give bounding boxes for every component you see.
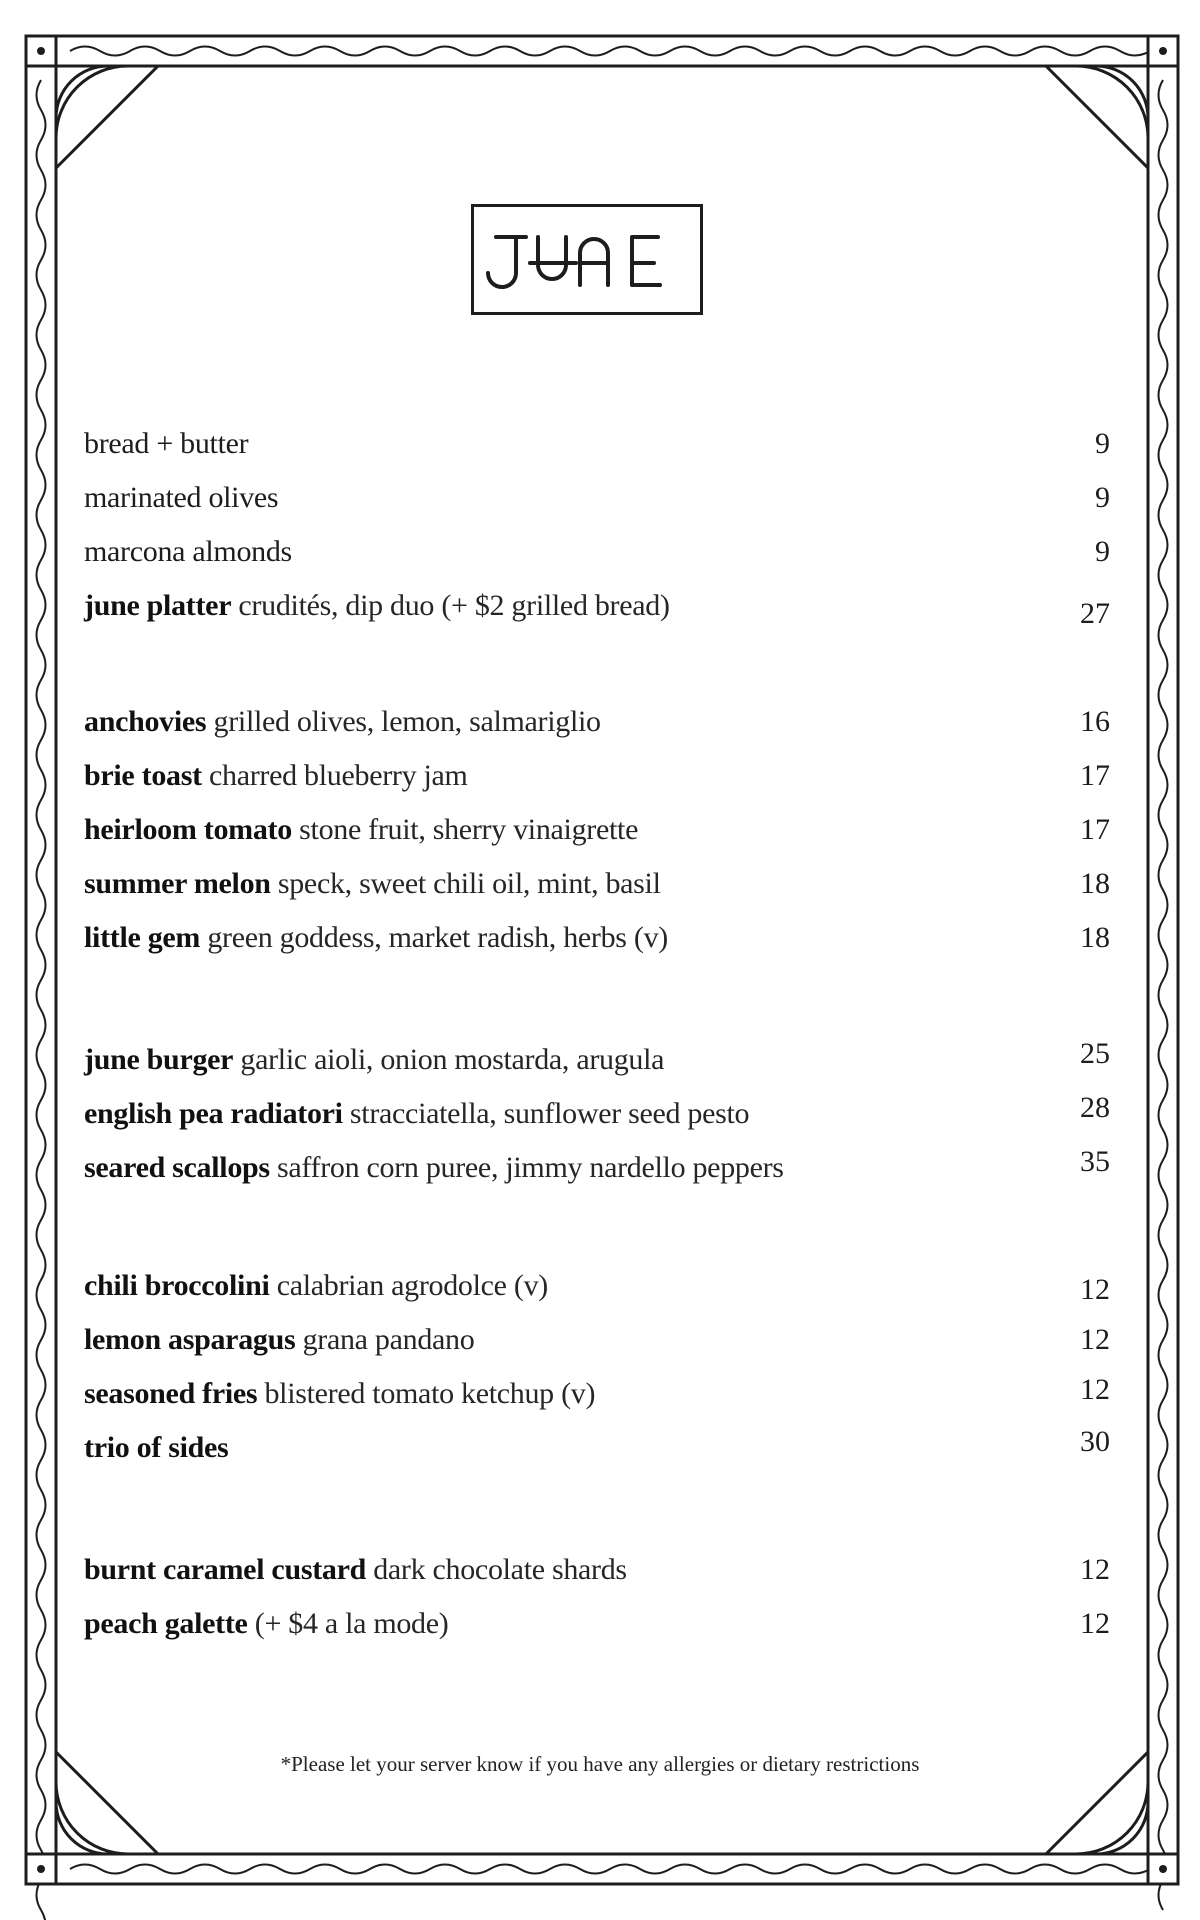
item-description: grana pandano bbox=[302, 1323, 475, 1356]
item-price: 12 bbox=[1080, 1323, 1110, 1356]
item-name: little gem bbox=[84, 921, 201, 954]
item-price: 28 bbox=[1080, 1091, 1110, 1124]
item-price: 12 bbox=[1080, 1373, 1110, 1406]
item-description: charred blueberry jam bbox=[209, 759, 468, 792]
item-name: brie toast bbox=[84, 759, 202, 792]
menu-item bbox=[84, 586, 1110, 630]
menu-item bbox=[84, 1374, 1110, 1414]
item-price: 12 bbox=[1080, 1553, 1110, 1586]
item-price: 18 bbox=[1080, 921, 1110, 954]
item-price: 35 bbox=[1080, 1145, 1110, 1178]
item-name: trio of sides bbox=[84, 1431, 229, 1464]
item-price: 27 bbox=[1080, 597, 1110, 630]
item-description: (+ $4 a la mode) bbox=[254, 1607, 449, 1640]
menu-item bbox=[84, 1425, 1110, 1468]
menu-item bbox=[84, 918, 1110, 958]
item-name: anchovies bbox=[84, 705, 207, 738]
item-name: english pea radiatori bbox=[84, 1097, 343, 1130]
menu-item bbox=[84, 864, 1110, 904]
item-price: 18 bbox=[1080, 867, 1110, 900]
item-name: summer melon bbox=[84, 867, 271, 900]
item-description: blistered tomato ketchup (v) bbox=[264, 1377, 596, 1410]
menu-item bbox=[84, 702, 1110, 742]
item-name: chili broccolini bbox=[84, 1269, 270, 1302]
item-name: june burger bbox=[84, 1043, 234, 1076]
menu-item bbox=[84, 1091, 1110, 1134]
menu-item bbox=[84, 756, 1110, 796]
item-price: 12 bbox=[1080, 1273, 1110, 1306]
item-description: stracciatella, sunflower seed pesto bbox=[349, 1097, 750, 1130]
menu-item bbox=[84, 1266, 1110, 1306]
menu-item bbox=[84, 1037, 1110, 1080]
item-name: burnt caramel custard bbox=[84, 1553, 366, 1586]
item-description: green goddess, market radish, herbs (v) bbox=[207, 921, 668, 954]
item-price: 9 bbox=[1095, 535, 1110, 568]
item-description: calabrian agrodolce (v) bbox=[276, 1269, 548, 1302]
item-name: peach galette bbox=[84, 1607, 248, 1640]
item-price: 17 bbox=[1080, 759, 1110, 792]
item-price: 17 bbox=[1080, 813, 1110, 846]
june-logo-lettering bbox=[474, 207, 700, 312]
item-price: 9 bbox=[1095, 481, 1110, 514]
menu-item bbox=[84, 810, 1110, 850]
item-description: speck, sweet chili oil, mint, basil bbox=[277, 867, 661, 900]
item-price: 25 bbox=[1080, 1037, 1110, 1070]
item-description: stone fruit, sherry vinaigrette bbox=[299, 813, 639, 846]
item-name: lemon asparagus bbox=[84, 1323, 296, 1356]
item-description: grilled olives, lemon, salmariglio bbox=[213, 705, 601, 738]
item-name: marinated olives bbox=[84, 481, 279, 514]
menu-item bbox=[84, 1145, 1110, 1188]
item-name: bread + butter bbox=[84, 427, 249, 460]
item-description: dark chocolate shards bbox=[373, 1553, 627, 1586]
item-name: heirloom tomato bbox=[84, 813, 292, 846]
item-name: june platter bbox=[84, 589, 232, 622]
menu-item bbox=[84, 424, 1110, 464]
menu-item bbox=[84, 478, 1110, 518]
item-name: seasoned fries bbox=[84, 1377, 258, 1410]
item-description: garlic aioli, onion mostarda, arugula bbox=[240, 1043, 665, 1076]
item-price: 12 bbox=[1080, 1607, 1110, 1640]
item-price: 16 bbox=[1080, 705, 1110, 738]
item-price: 9 bbox=[1095, 427, 1110, 460]
item-name: seared scallops bbox=[84, 1151, 270, 1184]
allergy-note: *Please let your server know if you have any allergies or dietary restrictions bbox=[280, 1752, 920, 1776]
menu-item bbox=[84, 1320, 1110, 1360]
menu-item bbox=[84, 532, 1110, 572]
item-name: marcona almonds bbox=[84, 535, 292, 568]
item-price: 30 bbox=[1080, 1425, 1110, 1458]
item-description: crudités, dip duo (+ $2 grilled bread) bbox=[238, 589, 670, 622]
menu-item bbox=[84, 1550, 1110, 1590]
item-description: saffron corn puree, jimmy nardello peppers bbox=[277, 1151, 784, 1184]
june-logo bbox=[471, 204, 703, 315]
menu-item bbox=[84, 1604, 1110, 1644]
